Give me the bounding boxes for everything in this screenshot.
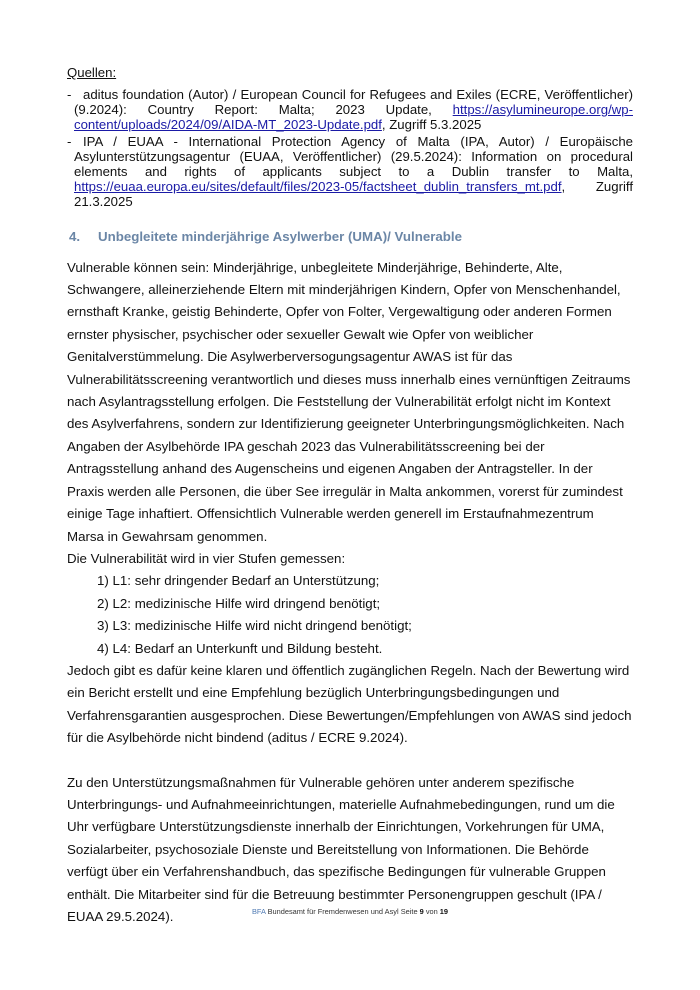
footer-page-total: 19 — [439, 907, 449, 916]
paragraph-spacer — [67, 750, 633, 772]
paragraph-support-measures: Zu den Unterstützungsmaßnahmen für Vulnerable gehören unter anderem spezifische Unterbringungs- und Aufnahmeeinrichtungen, materielle Aufnahmebedingungen, rund um die Uhr verfügbare Unterstützungsdienste innerhalb der Einrichtungen, Vorkehrungen für UMA, Sozialarbeiter, psychosoziale Dienste und Bereitstellung von Informationen. Die Behörde verfügt über ein Verfahrenshandbuch, das spezifische Bedingungen für vulnerable Gruppen enthält. Die Mitarbeiter sind für die Betreuung bestimmter Personengruppen geschult (IPA / EUAA 29.5.2024). — [67, 774, 615, 924]
level-item: 1) L1: sehr dringender Bedarf an Unterstützung; — [97, 573, 380, 589]
paragraph-assessment: Jedoch gibt es dafür keine klaren und öffentlich zugänglichen Regeln. Nach der Bewertung wird ein Bericht erstellt und eine Empfehlung bezüglich Unterbringungsbedingungen und Verfahrensgarantien ausgesprochen. Diese Bewertungen/Empfehlungen von AWAS sind jedoch für die Asylbehörde nicht bindend (aditus / ECRE 9.2024). — [67, 662, 632, 746]
paragraph-vulnerable-groups: Vulnerable können sein: Minderjährige, unbegleitete Minderjährige, Behinderte, Alte, Schwangere, alleinerziehende Eltern mit minderjährigen Kindern, Opfer von Menschenhandel, ernsthaft Kranke, geistig Behinderte, Opfer von Folter, Vergewaltigung oder anderen Formen ernster physischer, psychischer oder sexueller Gewalt wie Opfer von weiblicher Genitalverstümmelung. Die Asylwerberversogungsagentur AWAS ist für das Vulnerabilitätsscreening verantwortlich und dieses muss innerhalb eines vernünftigen Zeitraums nach Asylantragsstellung erfolgen. Die Feststellung der Vulnerabilität erfolgt nicht im Kontext des Asylverfahrens, sondern zur Identifizierung geeigneter Unterbringungsmöglichkeiten. Nach Angaben der Asylbehörde IPA geschah 2023 das Vulnerabilitätsscreening bei der Antragsstellung anhand des Augenscheins und eigenen Angaben der Antragsteller. In der Praxis werden alle Personen, die über See irregulär in Malta ankommen, vorerst für zumindest einige Tage inhaftiert. Offensichtlich Vulnerable werden generell im Erstaufnahmezentrum Marsa in Gewahrsam genommen. — [67, 259, 631, 544]
source-item — [67, 134, 633, 210]
document-page — [67, 64, 633, 928]
section-number: 4. — [69, 228, 81, 244]
level-item: 2) L2: medizinische Hilfe wird dringend benötigt; — [97, 595, 381, 611]
footer-page-label: Seite — [400, 907, 418, 916]
sources-title: Quellen: — [67, 65, 117, 80]
section-title: Unbegleitete minderjährige Asylwerber (UMA)/ Vulnerable — [98, 228, 463, 244]
levels-intro: Die Vulnerabilität wird in vier Stufen gemessen: — [67, 550, 346, 566]
level-item: 3) L3: medizinische Hilfe wird nicht dringend benötigt; — [97, 618, 412, 634]
source-access-date: , Zugriff 21.3.2025 — [74, 179, 633, 210]
footer-of-label: von — [425, 907, 438, 916]
list-dash: - — [67, 133, 72, 149]
source-text: aditus foundation (Autor) / European Council for Refugees and Exiles (ECRE, Veröffentlicher) (9.2024): Country Report: Malta; 2023 Update, — [74, 87, 633, 118]
footer-brand: BFA — [251, 907, 266, 916]
source-link[interactable]: https://asylumineurope.org/wp-content/uploads/2024/09/AIDA-MT_2023-Update.pdf — [74, 102, 633, 133]
level-item: 4) L4: Bedarf an Unterkunft und Bildung besteht. — [97, 640, 383, 656]
source-access-date: , Zugriff 5.3.2025 — [381, 117, 482, 133]
source-text: IPA / EUAA - International Protection Agency of Malta (IPA, Autor) / Europäische Asylunterstützungsagentur (EUAA, Veröffentlicher) (29.5.2024): Information on procedural elements and rights of applicants subject to a Dublin transfer to Malta, — [74, 133, 633, 180]
source-item — [67, 87, 633, 133]
list-dash: - — [67, 87, 72, 102]
source-link[interactable]: https://euaa.europa.eu/sites/default/files/2023-05/factsheet_dublin_transfers_mt.pdf — [74, 179, 562, 195]
vulnerability-levels-list — [67, 570, 633, 660]
section-heading — [67, 228, 633, 245]
page-footer — [0, 907, 700, 916]
footer-page-current: 9 — [419, 907, 424, 916]
footer-org: Bundesamt für Fremdenwesen und Asyl — [267, 907, 399, 916]
